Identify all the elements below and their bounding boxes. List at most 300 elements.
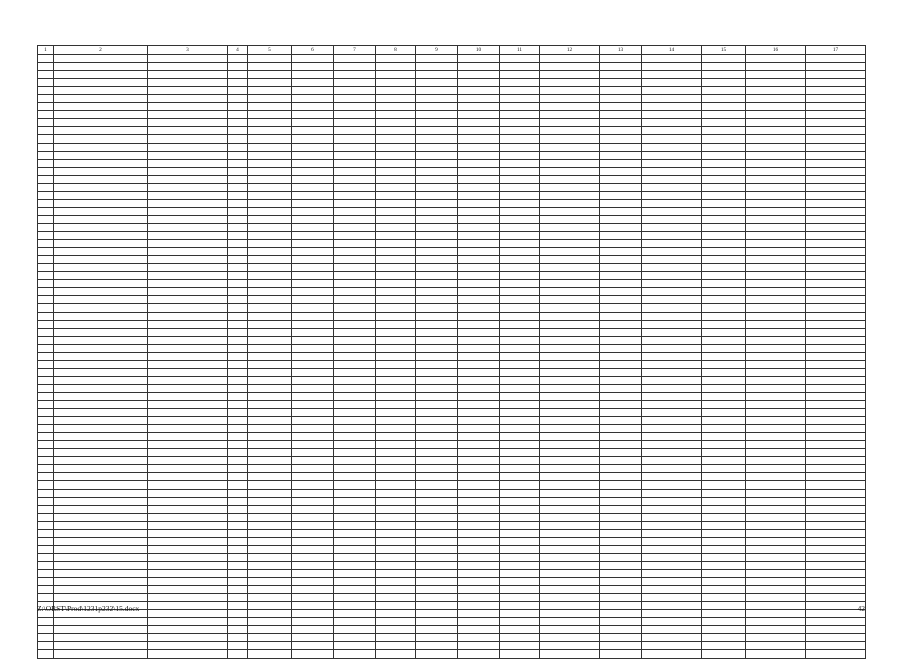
table-cell — [334, 417, 376, 425]
table-cell — [228, 473, 248, 481]
table-cell — [458, 376, 500, 384]
table-cell — [806, 553, 866, 561]
table-cell — [416, 481, 458, 489]
table-cell — [228, 264, 248, 272]
table-cell — [54, 513, 148, 521]
table-cell — [228, 529, 248, 537]
table-cell — [746, 586, 806, 594]
column-number: 9 — [416, 46, 458, 55]
table-cell — [38, 127, 54, 135]
table-cell — [248, 223, 292, 231]
table-cell — [248, 376, 292, 384]
column-number: 14 — [642, 46, 702, 55]
table-cell — [228, 545, 248, 553]
page-footer — [37, 603, 865, 615]
table-cell — [540, 143, 600, 151]
table-cell — [500, 642, 540, 650]
table-cell — [746, 409, 806, 417]
table-cell — [148, 481, 228, 489]
table-cell — [806, 465, 866, 473]
table-cell — [376, 127, 416, 135]
table-cell — [376, 433, 416, 441]
table-cell — [600, 594, 642, 602]
table-row — [38, 634, 866, 642]
table-cell — [806, 384, 866, 392]
table-cell — [334, 183, 376, 191]
table-cell — [540, 296, 600, 304]
table-cell — [228, 240, 248, 248]
table-cell — [600, 159, 642, 167]
table-cell — [248, 425, 292, 433]
table-cell — [38, 304, 54, 312]
table-cell — [458, 392, 500, 400]
table-cell — [248, 312, 292, 320]
table-cell — [292, 409, 334, 417]
table-cell — [248, 175, 292, 183]
table-cell — [500, 119, 540, 127]
table-cell — [540, 384, 600, 392]
table-cell — [500, 55, 540, 63]
table-cell — [500, 537, 540, 545]
table-cell — [746, 175, 806, 183]
table-cell — [376, 296, 416, 304]
table-cell — [38, 272, 54, 280]
table-cell — [416, 384, 458, 392]
table-cell — [500, 159, 540, 167]
table-cell — [806, 594, 866, 602]
table-cell — [540, 248, 600, 256]
table-cell — [292, 489, 334, 497]
table-cell — [540, 505, 600, 513]
table-cell — [228, 634, 248, 642]
table-cell — [248, 626, 292, 634]
table-row — [38, 151, 866, 159]
table-cell — [600, 63, 642, 71]
table-cell — [228, 384, 248, 392]
table-cell — [248, 481, 292, 489]
table-cell — [540, 87, 600, 95]
table-cell — [642, 449, 702, 457]
table-cell — [54, 376, 148, 384]
table-row — [38, 360, 866, 368]
table-cell — [148, 119, 228, 127]
table-cell — [500, 127, 540, 135]
table-cell — [642, 352, 702, 360]
table-cell — [228, 513, 248, 521]
table-cell — [642, 392, 702, 400]
table-row — [38, 175, 866, 183]
table-cell — [148, 360, 228, 368]
table-cell — [334, 578, 376, 586]
table-cell — [54, 537, 148, 545]
table-cell — [334, 256, 376, 264]
table-row — [38, 489, 866, 497]
table-cell — [376, 240, 416, 248]
table-cell — [54, 425, 148, 433]
table-cell — [500, 473, 540, 481]
table-cell — [458, 497, 500, 505]
table-cell — [248, 143, 292, 151]
table-cell — [746, 578, 806, 586]
table-cell — [746, 135, 806, 143]
table-cell — [148, 529, 228, 537]
table-cell — [458, 626, 500, 634]
table-cell — [806, 55, 866, 63]
table-cell — [38, 497, 54, 505]
table-cell — [540, 63, 600, 71]
table-cell — [642, 167, 702, 175]
table-cell — [540, 280, 600, 288]
table-cell — [746, 296, 806, 304]
table-cell — [702, 280, 746, 288]
table-cell — [228, 537, 248, 545]
table-cell — [458, 159, 500, 167]
table-cell — [54, 465, 148, 473]
table-cell — [458, 63, 500, 71]
table-cell — [376, 336, 416, 344]
table-cell — [292, 570, 334, 578]
table-cell — [292, 71, 334, 79]
table-cell — [54, 63, 148, 71]
table-cell — [292, 586, 334, 594]
table-cell — [248, 521, 292, 529]
table-cell — [334, 175, 376, 183]
table-cell — [376, 570, 416, 578]
table-row — [38, 79, 866, 87]
table-cell — [746, 111, 806, 119]
table-row — [38, 87, 866, 95]
table-cell — [746, 529, 806, 537]
table-cell — [416, 71, 458, 79]
table-cell — [334, 537, 376, 545]
table-cell — [746, 240, 806, 248]
table-cell — [228, 376, 248, 384]
table-cell — [376, 360, 416, 368]
table-cell — [600, 175, 642, 183]
table-cell — [334, 312, 376, 320]
table-cell — [458, 553, 500, 561]
table-cell — [416, 95, 458, 103]
table-cell — [642, 223, 702, 231]
table-cell — [702, 55, 746, 63]
table-cell — [600, 183, 642, 191]
table-cell — [540, 256, 600, 264]
table-cell — [416, 320, 458, 328]
table-cell — [642, 312, 702, 320]
table-row — [38, 119, 866, 127]
table-cell — [292, 417, 334, 425]
table-cell — [292, 457, 334, 465]
table-cell — [806, 513, 866, 521]
table-cell — [376, 232, 416, 240]
table-cell — [746, 223, 806, 231]
table-cell — [376, 63, 416, 71]
table-cell — [334, 240, 376, 248]
table-cell — [600, 79, 642, 87]
table-cell — [642, 425, 702, 433]
table-cell — [746, 248, 806, 256]
table-cell — [38, 288, 54, 296]
table-cell — [746, 272, 806, 280]
table-cell — [806, 586, 866, 594]
table-cell — [248, 537, 292, 545]
table-cell — [642, 79, 702, 87]
table-cell — [38, 55, 54, 63]
table-cell — [746, 642, 806, 650]
table-cell — [54, 272, 148, 280]
table-cell — [376, 650, 416, 658]
table-cell — [600, 425, 642, 433]
table-cell — [148, 207, 228, 215]
table-row — [38, 143, 866, 151]
table-row — [38, 368, 866, 376]
table-cell — [376, 111, 416, 119]
table-cell — [38, 103, 54, 111]
table-cell — [148, 513, 228, 521]
table-cell — [38, 87, 54, 95]
table-cell — [806, 183, 866, 191]
table-cell — [600, 392, 642, 400]
table-cell — [806, 143, 866, 151]
table-cell — [702, 223, 746, 231]
table-cell — [540, 489, 600, 497]
table-cell — [248, 650, 292, 658]
table-cell — [500, 650, 540, 658]
table-cell — [458, 545, 500, 553]
table-cell — [458, 570, 500, 578]
table-cell — [54, 578, 148, 586]
table-cell — [148, 264, 228, 272]
table-cell — [148, 87, 228, 95]
table-row — [38, 191, 866, 199]
table-cell — [600, 586, 642, 594]
table-cell — [416, 256, 458, 264]
table-cell — [540, 521, 600, 529]
table-cell — [228, 368, 248, 376]
table-cell — [38, 441, 54, 449]
table-cell — [416, 183, 458, 191]
table-cell — [38, 473, 54, 481]
table-cell — [500, 111, 540, 119]
table-cell — [38, 553, 54, 561]
table-cell — [376, 578, 416, 586]
table-cell — [702, 433, 746, 441]
table-cell — [540, 328, 600, 336]
table-cell — [458, 473, 500, 481]
table-row — [38, 497, 866, 505]
table-cell — [376, 328, 416, 336]
table-row — [38, 433, 866, 441]
table-cell — [54, 207, 148, 215]
table-cell — [148, 328, 228, 336]
table-cell — [600, 433, 642, 441]
table-cell — [600, 199, 642, 207]
table-cell — [746, 352, 806, 360]
table-cell — [148, 71, 228, 79]
table-row — [38, 183, 866, 191]
table-cell — [540, 537, 600, 545]
table-cell — [702, 232, 746, 240]
table-cell — [228, 280, 248, 288]
table-cell — [292, 384, 334, 392]
table-row — [38, 223, 866, 231]
table-cell — [54, 433, 148, 441]
table-cell — [334, 159, 376, 167]
table-cell — [376, 199, 416, 207]
table-row — [38, 111, 866, 119]
table-cell — [806, 256, 866, 264]
table-cell — [746, 425, 806, 433]
table-cell — [458, 248, 500, 256]
table-cell — [416, 465, 458, 473]
table-cell — [500, 545, 540, 553]
table-row — [38, 561, 866, 569]
table-cell — [642, 553, 702, 561]
table-cell — [54, 594, 148, 602]
table-cell — [376, 537, 416, 545]
table-cell — [642, 151, 702, 159]
table-row — [38, 63, 866, 71]
table-cell — [292, 497, 334, 505]
table-cell — [600, 95, 642, 103]
table-cell — [292, 352, 334, 360]
table-cell — [540, 159, 600, 167]
table-cell — [148, 521, 228, 529]
table-cell — [334, 127, 376, 135]
table-cell — [600, 151, 642, 159]
table-cell — [292, 521, 334, 529]
table-cell — [458, 103, 500, 111]
table-cell — [500, 240, 540, 248]
table-cell — [540, 553, 600, 561]
table-cell — [292, 505, 334, 513]
table-cell — [228, 248, 248, 256]
table-cell — [642, 441, 702, 449]
table-cell — [806, 417, 866, 425]
table-cell — [292, 111, 334, 119]
table-cell — [500, 360, 540, 368]
table-cell — [702, 570, 746, 578]
table-cell — [248, 320, 292, 328]
table-cell — [248, 296, 292, 304]
table-cell — [806, 87, 866, 95]
table-cell — [228, 561, 248, 569]
table-cell — [642, 240, 702, 248]
table-cell — [458, 505, 500, 513]
table-cell — [54, 312, 148, 320]
table-cell — [228, 618, 248, 626]
table-cell — [600, 376, 642, 384]
table-row — [38, 521, 866, 529]
table-cell — [806, 352, 866, 360]
table-cell — [416, 513, 458, 521]
table-cell — [600, 248, 642, 256]
table-cell — [248, 288, 292, 296]
table-cell — [228, 497, 248, 505]
table-cell — [148, 288, 228, 296]
table-cell — [540, 433, 600, 441]
table-cell — [248, 392, 292, 400]
table-cell — [148, 111, 228, 119]
table-cell — [334, 570, 376, 578]
table-cell — [376, 513, 416, 521]
table-cell — [334, 409, 376, 417]
table-cell — [600, 505, 642, 513]
table-cell — [806, 561, 866, 569]
table-cell — [746, 376, 806, 384]
table-cell — [228, 328, 248, 336]
table-cell — [702, 135, 746, 143]
table-cell — [54, 191, 148, 199]
table-cell — [228, 63, 248, 71]
table-cell — [746, 368, 806, 376]
table-cell — [148, 352, 228, 360]
table-cell — [500, 513, 540, 521]
table-cell — [702, 642, 746, 650]
table-cell — [642, 95, 702, 103]
table-cell — [540, 111, 600, 119]
table-cell — [292, 465, 334, 473]
table-cell — [600, 191, 642, 199]
table-cell — [540, 288, 600, 296]
table-cell — [416, 570, 458, 578]
table-cell — [500, 344, 540, 352]
table-cell — [376, 312, 416, 320]
table-row — [38, 618, 866, 626]
table-cell — [54, 328, 148, 336]
table-cell — [702, 505, 746, 513]
table-cell — [600, 280, 642, 288]
table-row — [38, 95, 866, 103]
table-cell — [458, 578, 500, 586]
table-cell — [702, 240, 746, 248]
table-cell — [292, 79, 334, 87]
table-cell — [376, 392, 416, 400]
table-cell — [540, 103, 600, 111]
table-cell — [228, 521, 248, 529]
table-cell — [248, 586, 292, 594]
table-cell — [458, 135, 500, 143]
table-cell — [540, 497, 600, 505]
table-cell — [702, 151, 746, 159]
table-row — [38, 272, 866, 280]
table-cell — [54, 586, 148, 594]
table-cell — [500, 207, 540, 215]
table-cell — [702, 127, 746, 135]
table-cell — [38, 199, 54, 207]
table-cell — [54, 288, 148, 296]
table-cell — [228, 360, 248, 368]
table-cell — [376, 473, 416, 481]
table-cell — [458, 79, 500, 87]
table-cell — [600, 256, 642, 264]
table-cell — [148, 425, 228, 433]
table-cell — [600, 336, 642, 344]
table-cell — [806, 545, 866, 553]
table-cell — [458, 328, 500, 336]
table-cell — [746, 537, 806, 545]
table-cell — [54, 417, 148, 425]
table-row — [38, 248, 866, 256]
table-cell — [702, 497, 746, 505]
table-cell — [500, 401, 540, 409]
table-cell — [248, 457, 292, 465]
table-cell — [500, 296, 540, 304]
table-cell — [806, 650, 866, 658]
table-cell — [228, 457, 248, 465]
table-cell — [746, 545, 806, 553]
table-cell — [458, 95, 500, 103]
